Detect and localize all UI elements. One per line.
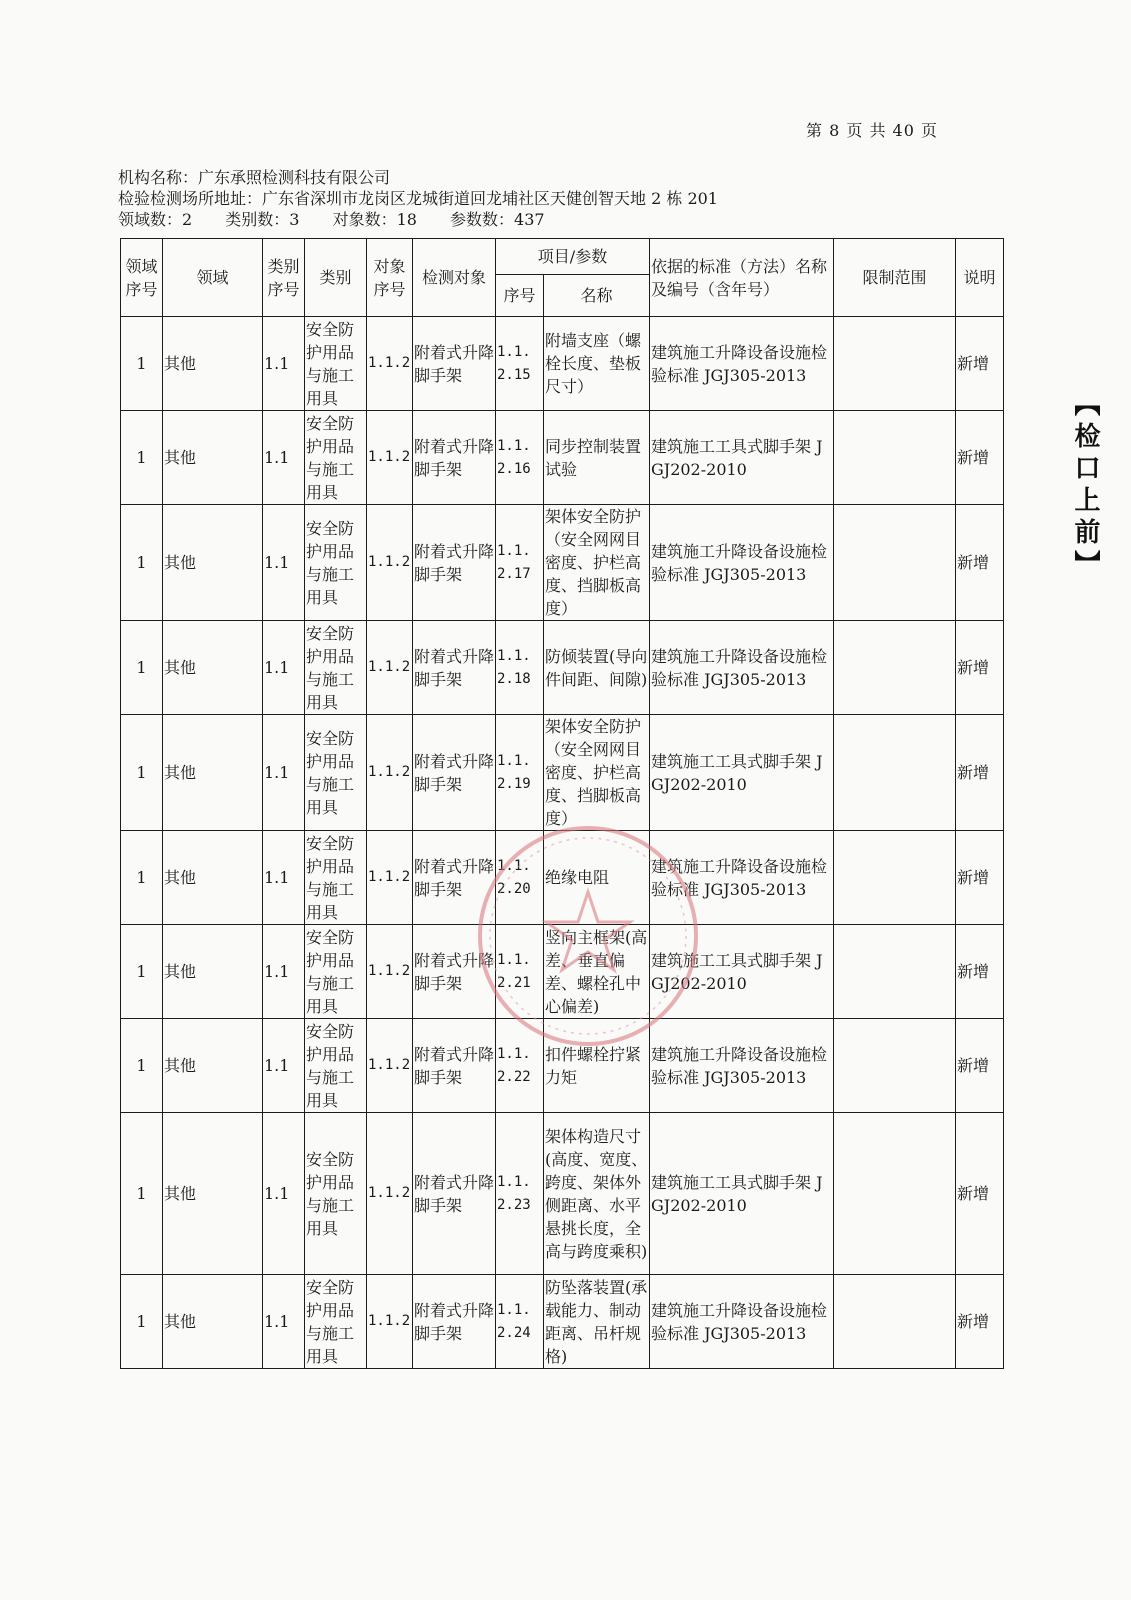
- cell-category: 安全防护用品与施工用具: [305, 1275, 367, 1369]
- cell-object-no: 1.1.2: [367, 317, 413, 411]
- cell-item-no: 1.1.2.16: [496, 411, 544, 505]
- cell-object: 附着式升降脚手架: [413, 831, 496, 925]
- cell-note: 新增: [956, 715, 1004, 831]
- cell-item-name: 架体构造尺寸(高度、宽度、跨度、架体外侧距离、水平悬挑长度，全高与跨度乘积): [544, 1113, 650, 1275]
- param-count: 参数数：437: [450, 210, 545, 229]
- object-count: 对象数：18: [332, 210, 417, 229]
- cell-domain: 其他: [163, 831, 263, 925]
- cell-object: 附着式升降脚手架: [413, 411, 496, 505]
- cell-standard: 建筑施工升降设备设施检验标准 JGJ305-2013: [650, 505, 834, 621]
- cell-category-no: 1.1: [263, 925, 305, 1019]
- cell-object-no: 1.1.2: [367, 505, 413, 621]
- cell-item-name: 扣件螺栓拧紧力矩: [544, 1019, 650, 1113]
- cell-limit: [834, 1275, 956, 1369]
- col-header-object-no: 对象序号: [367, 239, 413, 317]
- cell-object: 附着式升降脚手架: [413, 1275, 496, 1369]
- cell-domain-no: 1: [121, 621, 163, 715]
- col-header-category-no: 类别序号: [263, 239, 305, 317]
- cell-domain: 其他: [163, 715, 263, 831]
- cell-domain-no: 1: [121, 411, 163, 505]
- org-name: 机构名称：广东承照检测科技有限公司: [118, 168, 391, 187]
- cell-standard: 建筑施工工具式脚手架 JGJ202-2010: [650, 411, 834, 505]
- cell-item-name: 架体安全防护（安全网网目密度、护栏高度、挡脚板高度）: [544, 715, 650, 831]
- cell-note: 新增: [956, 831, 1004, 925]
- cell-object: 附着式升降脚手架: [413, 505, 496, 621]
- cell-standard: 建筑施工工具式脚手架 JGJ202-2010: [650, 1113, 834, 1275]
- cell-category-no: 1.1: [263, 1275, 305, 1369]
- col-header-item-no: 序号: [496, 275, 544, 317]
- cell-note: 新增: [956, 1275, 1004, 1369]
- cell-limit: [834, 925, 956, 1019]
- cell-limit: [834, 505, 956, 621]
- table-row: [121, 715, 1004, 831]
- cell-item-no: 1.1.2.21: [496, 925, 544, 1019]
- cell-domain-no: 1: [121, 317, 163, 411]
- cell-category: 安全防护用品与施工用具: [305, 925, 367, 1019]
- cell-note: 新增: [956, 317, 1004, 411]
- col-header-domain-no: 领域序号: [121, 239, 163, 317]
- cell-category-no: 1.1: [263, 831, 305, 925]
- cell-category-no: 1.1: [263, 621, 305, 715]
- cell-domain: 其他: [163, 1019, 263, 1113]
- cell-note: 新增: [956, 621, 1004, 715]
- cell-note: 新增: [956, 925, 1004, 1019]
- cell-note: 新增: [956, 1113, 1004, 1275]
- cell-item-no: 1.1.2.22: [496, 1019, 544, 1113]
- cell-category: 安全防护用品与施工用具: [305, 1113, 367, 1275]
- cell-category-no: 1.1: [263, 1113, 305, 1275]
- cell-object-no: 1.1.2: [367, 1113, 413, 1275]
- cell-item-no: 1.1.2.18: [496, 621, 544, 715]
- cell-category-no: 1.1: [263, 411, 305, 505]
- cell-domain: 其他: [163, 1275, 263, 1369]
- cell-note: 新增: [956, 1019, 1004, 1113]
- col-header-item-name: 名称: [544, 275, 650, 317]
- cell-object-no: 1.1.2: [367, 925, 413, 1019]
- site-address: 检验检测场所地址：广东省深圳市龙岗区龙城街道回龙埔社区天健创智天地 2 栋 201: [118, 189, 718, 208]
- cell-note: 新增: [956, 505, 1004, 621]
- cell-limit: [834, 715, 956, 831]
- cell-standard: 建筑施工升降设备设施检验标准 JGJ305-2013: [650, 1275, 834, 1369]
- domain-count: 领域数：2: [118, 210, 193, 229]
- cell-category: 安全防护用品与施工用具: [305, 317, 367, 411]
- cell-object: 附着式升降脚手架: [413, 1113, 496, 1275]
- cell-object-no: 1.1.2: [367, 1019, 413, 1113]
- cell-item-name: 竖向主框架(高差、垂直偏差、螺栓孔中心偏差): [544, 925, 650, 1019]
- cell-object: 附着式升降脚手架: [413, 715, 496, 831]
- cell-item-name: 同步控制装置试验: [544, 411, 650, 505]
- cell-item-name: 架体安全防护（安全网网目密度、护栏高度、挡脚板高度）: [544, 505, 650, 621]
- cell-item-no: 1.1.2.23: [496, 1113, 544, 1275]
- cell-standard: 建筑施工升降设备设施检验标准 JGJ305-2013: [650, 317, 834, 411]
- cell-standard: 建筑施工升降设备设施检验标准 JGJ305-2013: [650, 1019, 834, 1113]
- cell-limit: [834, 1113, 956, 1275]
- accreditation-scope-table: [120, 238, 1004, 1369]
- cell-item-no: 1.1.2.20: [496, 831, 544, 925]
- col-header-object: 检测对象: [413, 239, 496, 317]
- cell-item-no: 1.1.2.17: [496, 505, 544, 621]
- cell-object: 附着式升降脚手架: [413, 1019, 496, 1113]
- cell-item-name: 附墙支座（螺栓长度、垫板尺寸）: [544, 317, 650, 411]
- side-stamp-mark: 【检口上前】: [1070, 390, 1100, 582]
- cell-item-name: 防坠落装置(承载能力、制动距离、吊杆规格): [544, 1275, 650, 1369]
- table-row: [121, 317, 1004, 411]
- cell-object-no: 1.1.2: [367, 411, 413, 505]
- table-row: [121, 1113, 1004, 1275]
- table-row: [121, 831, 1004, 925]
- cell-domain-no: 1: [121, 831, 163, 925]
- cell-domain-no: 1: [121, 715, 163, 831]
- cell-category: 安全防护用品与施工用具: [305, 1019, 367, 1113]
- col-header-limit: 限制范围: [834, 239, 956, 317]
- cell-category-no: 1.1: [263, 1019, 305, 1113]
- cell-item-no: 1.1.2.19: [496, 715, 544, 831]
- table-row: [121, 621, 1004, 715]
- cell-limit: [834, 411, 956, 505]
- cell-domain: 其他: [163, 411, 263, 505]
- cell-limit: [834, 1019, 956, 1113]
- cell-domain: 其他: [163, 317, 263, 411]
- cell-domain-no: 1: [121, 1019, 163, 1113]
- table-row: [121, 411, 1004, 505]
- cell-item-no: 1.1.2.15: [496, 317, 544, 411]
- cell-category: 安全防护用品与施工用具: [305, 715, 367, 831]
- cell-domain: 其他: [163, 505, 263, 621]
- cell-category-no: 1.1: [263, 317, 305, 411]
- cell-category-no: 1.1: [263, 505, 305, 621]
- header-info: [118, 167, 718, 230]
- summary-counts: [118, 209, 718, 230]
- cell-domain-no: 1: [121, 1113, 163, 1275]
- cell-domain: 其他: [163, 1113, 263, 1275]
- cell-domain: 其他: [163, 621, 263, 715]
- cell-domain-no: 1: [121, 505, 163, 621]
- cell-category-no: 1.1: [263, 715, 305, 831]
- cell-domain: 其他: [163, 925, 263, 1019]
- cell-standard: 建筑施工工具式脚手架 JGJ202-2010: [650, 715, 834, 831]
- cell-object: 附着式升降脚手架: [413, 621, 496, 715]
- cell-object: 附着式升降脚手架: [413, 317, 496, 411]
- category-count: 类别数：3: [225, 210, 300, 229]
- cell-domain-no: 1: [121, 1275, 163, 1369]
- cell-object-no: 1.1.2: [367, 1275, 413, 1369]
- cell-object: 附着式升降脚手架: [413, 925, 496, 1019]
- table-row: [121, 1019, 1004, 1113]
- table-row: [121, 505, 1004, 621]
- table-body: [121, 317, 1004, 1369]
- cell-domain-no: 1: [121, 925, 163, 1019]
- cell-category: 安全防护用品与施工用具: [305, 411, 367, 505]
- cell-standard: 建筑施工升降设备设施检验标准 JGJ305-2013: [650, 831, 834, 925]
- col-header-standard: 依据的标准（方法）名称及编号（含年号）: [650, 239, 834, 317]
- cell-category: 安全防护用品与施工用具: [305, 621, 367, 715]
- cell-limit: [834, 621, 956, 715]
- cell-category: 安全防护用品与施工用具: [305, 831, 367, 925]
- col-header-domain: 领域: [163, 239, 263, 317]
- cell-item-name: 绝缘电阻: [544, 831, 650, 925]
- cell-item-no: 1.1.2.24: [496, 1275, 544, 1369]
- col-header-category: 类别: [305, 239, 367, 317]
- cell-object-no: 1.1.2: [367, 831, 413, 925]
- cell-standard: 建筑施工升降设备设施检验标准 JGJ305-2013: [650, 621, 834, 715]
- cell-limit: [834, 831, 956, 925]
- page-number: 第 8 页 共 40 页: [806, 121, 938, 140]
- cell-note: 新增: [956, 411, 1004, 505]
- table-row: [121, 1275, 1004, 1369]
- col-header-item-param: 项目/参数: [496, 239, 650, 275]
- cell-item-name: 防倾装置(导向件间距、间隙): [544, 621, 650, 715]
- cell-limit: [834, 317, 956, 411]
- cell-object-no: 1.1.2: [367, 621, 413, 715]
- table-row: [121, 925, 1004, 1019]
- col-header-note: 说明: [956, 239, 1004, 317]
- cell-category: 安全防护用品与施工用具: [305, 505, 367, 621]
- cell-standard: 建筑施工工具式脚手架 JGJ202-2010: [650, 925, 834, 1019]
- cell-object-no: 1.1.2: [367, 715, 413, 831]
